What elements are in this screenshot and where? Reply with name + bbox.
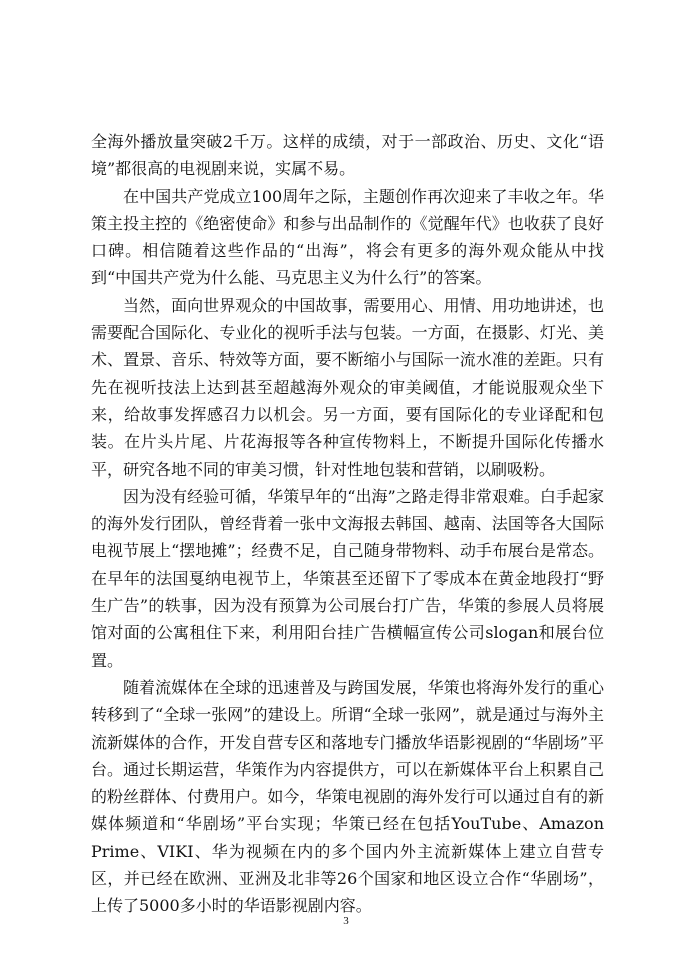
paragraph-party-centenary: 在中国共产党成立100周年之际，主题创作再次迎来了丰收之年。华策主投主控的《绝密使命》和参与出品制作的《觉醒年代》也收获了良好口碑。相信随着这些作品的“出海”，将会有更多的海外观众能从中找到“中国共产党为什么能、马克思主义为什么行”的答案。 <box>91 186 604 288</box>
paragraph-early-overseas-distribution: 因为没有经验可循，华策早年的“出海”之路走得非常艰难。白手起家的海外发行团队，曾经背着一张中文海报去韩国、越南、法国等各大国际电视节展上“摆地摊”；经费不足，自己随身带物料、动手布展台是常态。在早年的法国戛纳电视节上，华策甚至还留下了零成本在黄金地段打“野生广告”的轶事，因为没有预算为公司展台打广告，华策的参展人员将展馆对面的公寓租住下来，利用阳台挂广告横幅宣传公司slogan和展台位置。 <box>91 486 604 670</box>
paragraph-continuation: 全海外播放量突破2千万。这样的成绩，对于一部政治、历史、文化“语境”都很高的电视剧来说，实属不易。 <box>91 132 604 179</box>
paragraph-international-production: 当然，面向世界观众的中国故事，需要用心、用情、用功地讲述，也需要配合国际化、专业化的视听手法与包装。一方面，在摄影、灯光、美术、置景、音乐、特效等方面，要不断缩小与国际一流水准的差距。只有先在视听技法上达到甚至超越海外观众的审美阈值，才能说服观众坐下来，给故事发挥感召力以机会。另一方面，要有国际化的专业译配和包装。在片头片尾、片花海报等各种宣传物料上，不断提升国际化传播水平，研究各地不同的审美习惯，针对性地包装和营销，以刷吸粉。 <box>91 295 604 479</box>
page-number: 3 <box>343 915 349 927</box>
body-text <box>91 128 604 920</box>
paragraph-streaming-global-network: 随着流媒体在全球的迅速普及与跨国发展，华策也将海外发行的重心转移到了“全球一张网”的建设上。所谓“全球一张网”，就是通过与海外主流新媒体的合作，开发自营专区和落地专门播放华语影视剧的“华剧场”平台。通过长期运营，华策作为内容提供方，可以在新媒体平台上积累自己的粉丝群体、付费用户。如今，华策电视剧的海外发行可以通过自有的新媒体频道和“华剧场”平台实现；华策已经在包括YouTube、Amazon Prime、VIKI、华为视频在内的多个国内外主流新媒体上建立自营专区，并已经在欧洲、亚洲及北非等26个国家和地区设立合作“华剧场”，上传了5000多小时的华语影视剧内容。 <box>91 677 604 916</box>
